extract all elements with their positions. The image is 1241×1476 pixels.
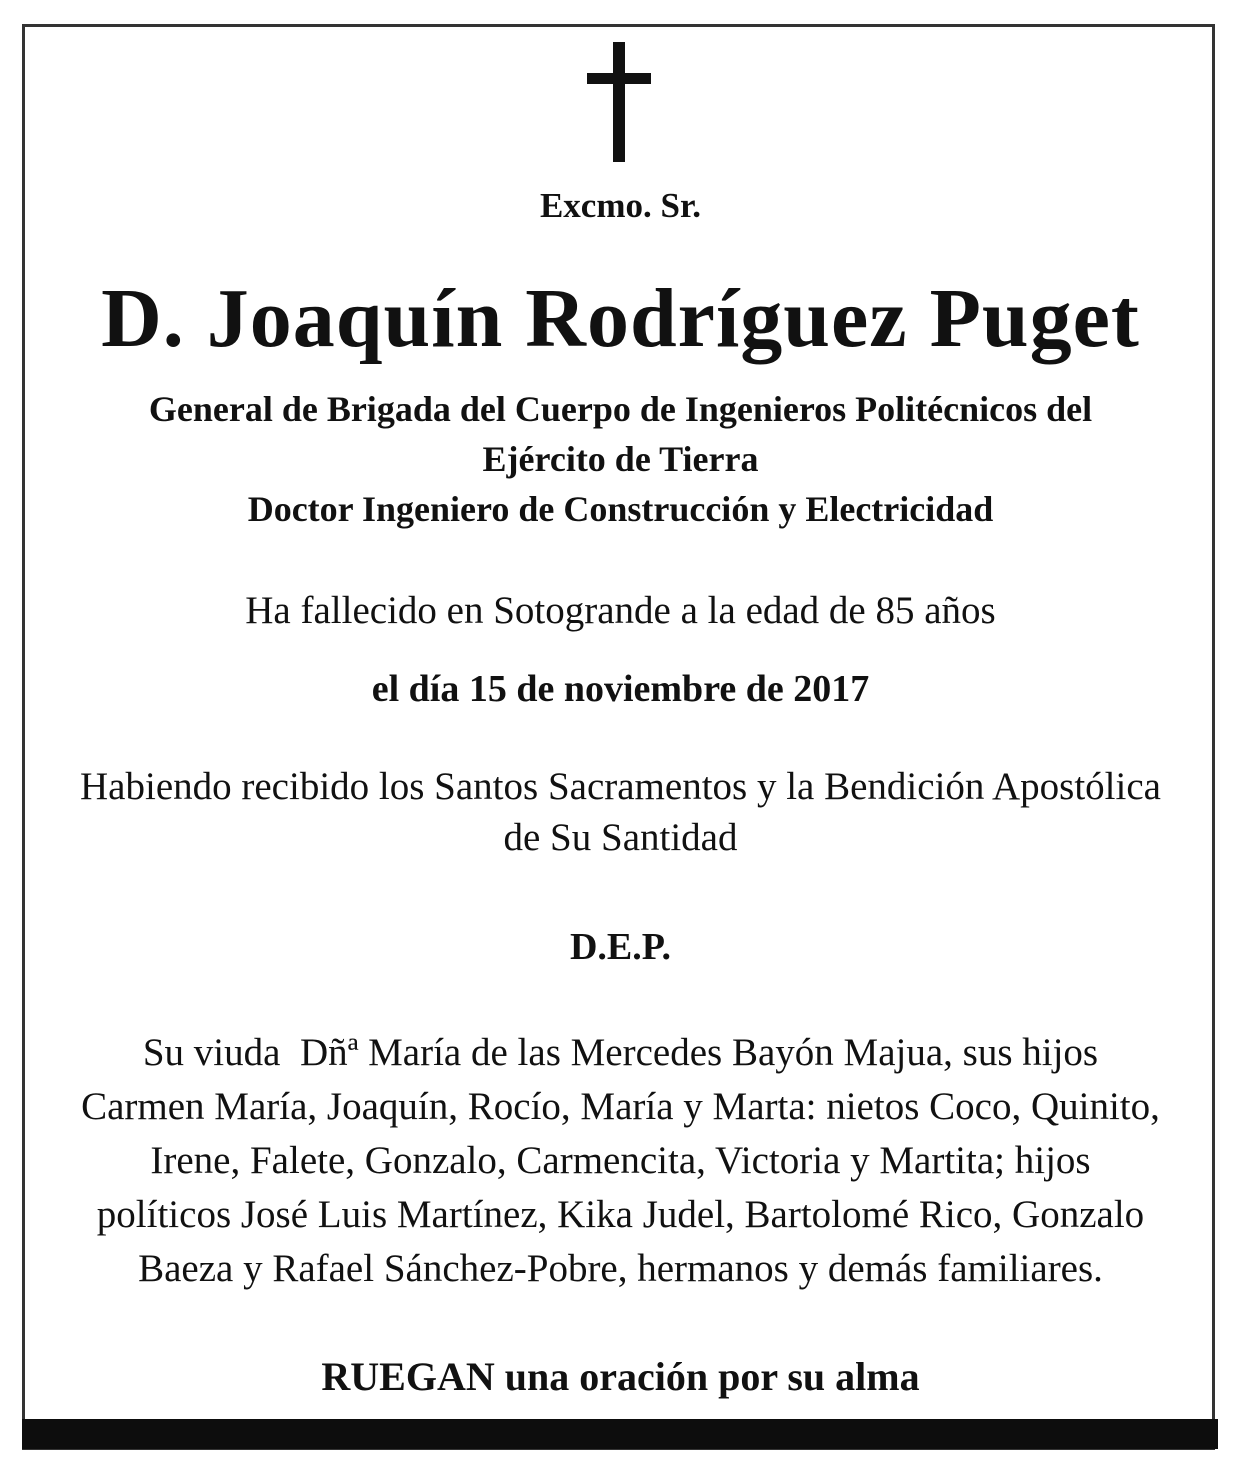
death-place-age: Ha fallecido en Sotogrande a la edad de 85 años — [245, 589, 996, 632]
family-line-2: Carmen María, Joaquín, Rocío, María y Marta: nietos Coco, Quinito, — [81, 1085, 1160, 1128]
bottom-black-bar — [22, 1419, 1218, 1449]
deceased-name: D. Joaquín Rodríguez Puget — [101, 272, 1140, 365]
rip-text: D.E.P. — [569, 926, 671, 968]
family-line-1: Su viuda Dñª María de las Mercedes Bayón Majua, sus hijos — [142, 1031, 1099, 1074]
prayer-request — [26, 1354, 1215, 1400]
rank-line-3: Doctor Ingeniero de Construcción y Electricidad — [247, 489, 994, 529]
cross-vertical-bar — [613, 42, 625, 162]
cross-icon — [587, 42, 651, 162]
prayer-request-verb: RUEGAN — [321, 1354, 495, 1399]
rank-line-2: Ejército de Tierra — [482, 439, 759, 479]
rank-line-1: General de Brigada del Cuerpo de Ingenieros Politécnicos del — [148, 389, 1093, 429]
cross-horizontal-bar — [587, 73, 651, 84]
sacraments-line-1: Habiendo recibido los Santos Sacramentos y la Bendición Apostólica — [80, 765, 1161, 808]
prayer-request-rest: una oración por su alma — [494, 1354, 920, 1399]
sacraments-line-2: de Su Santidad — [503, 816, 738, 859]
family-line-3: Irene, Falete, Gonzalo, Carmencita, Victoria y Martita; hijos — [150, 1139, 1091, 1182]
death-date: el día 15 de noviembre de 2017 — [371, 668, 870, 710]
honorific: Excmo. Sr. — [539, 186, 702, 225]
family-line-4: políticos José Luis Martínez, Kika Judel, Bartolomé Rico, Gonzalo — [96, 1193, 1145, 1236]
family-line-5: Baeza y Rafael Sánchez-Pobre, hermanos y demás familiares. — [138, 1247, 1103, 1290]
